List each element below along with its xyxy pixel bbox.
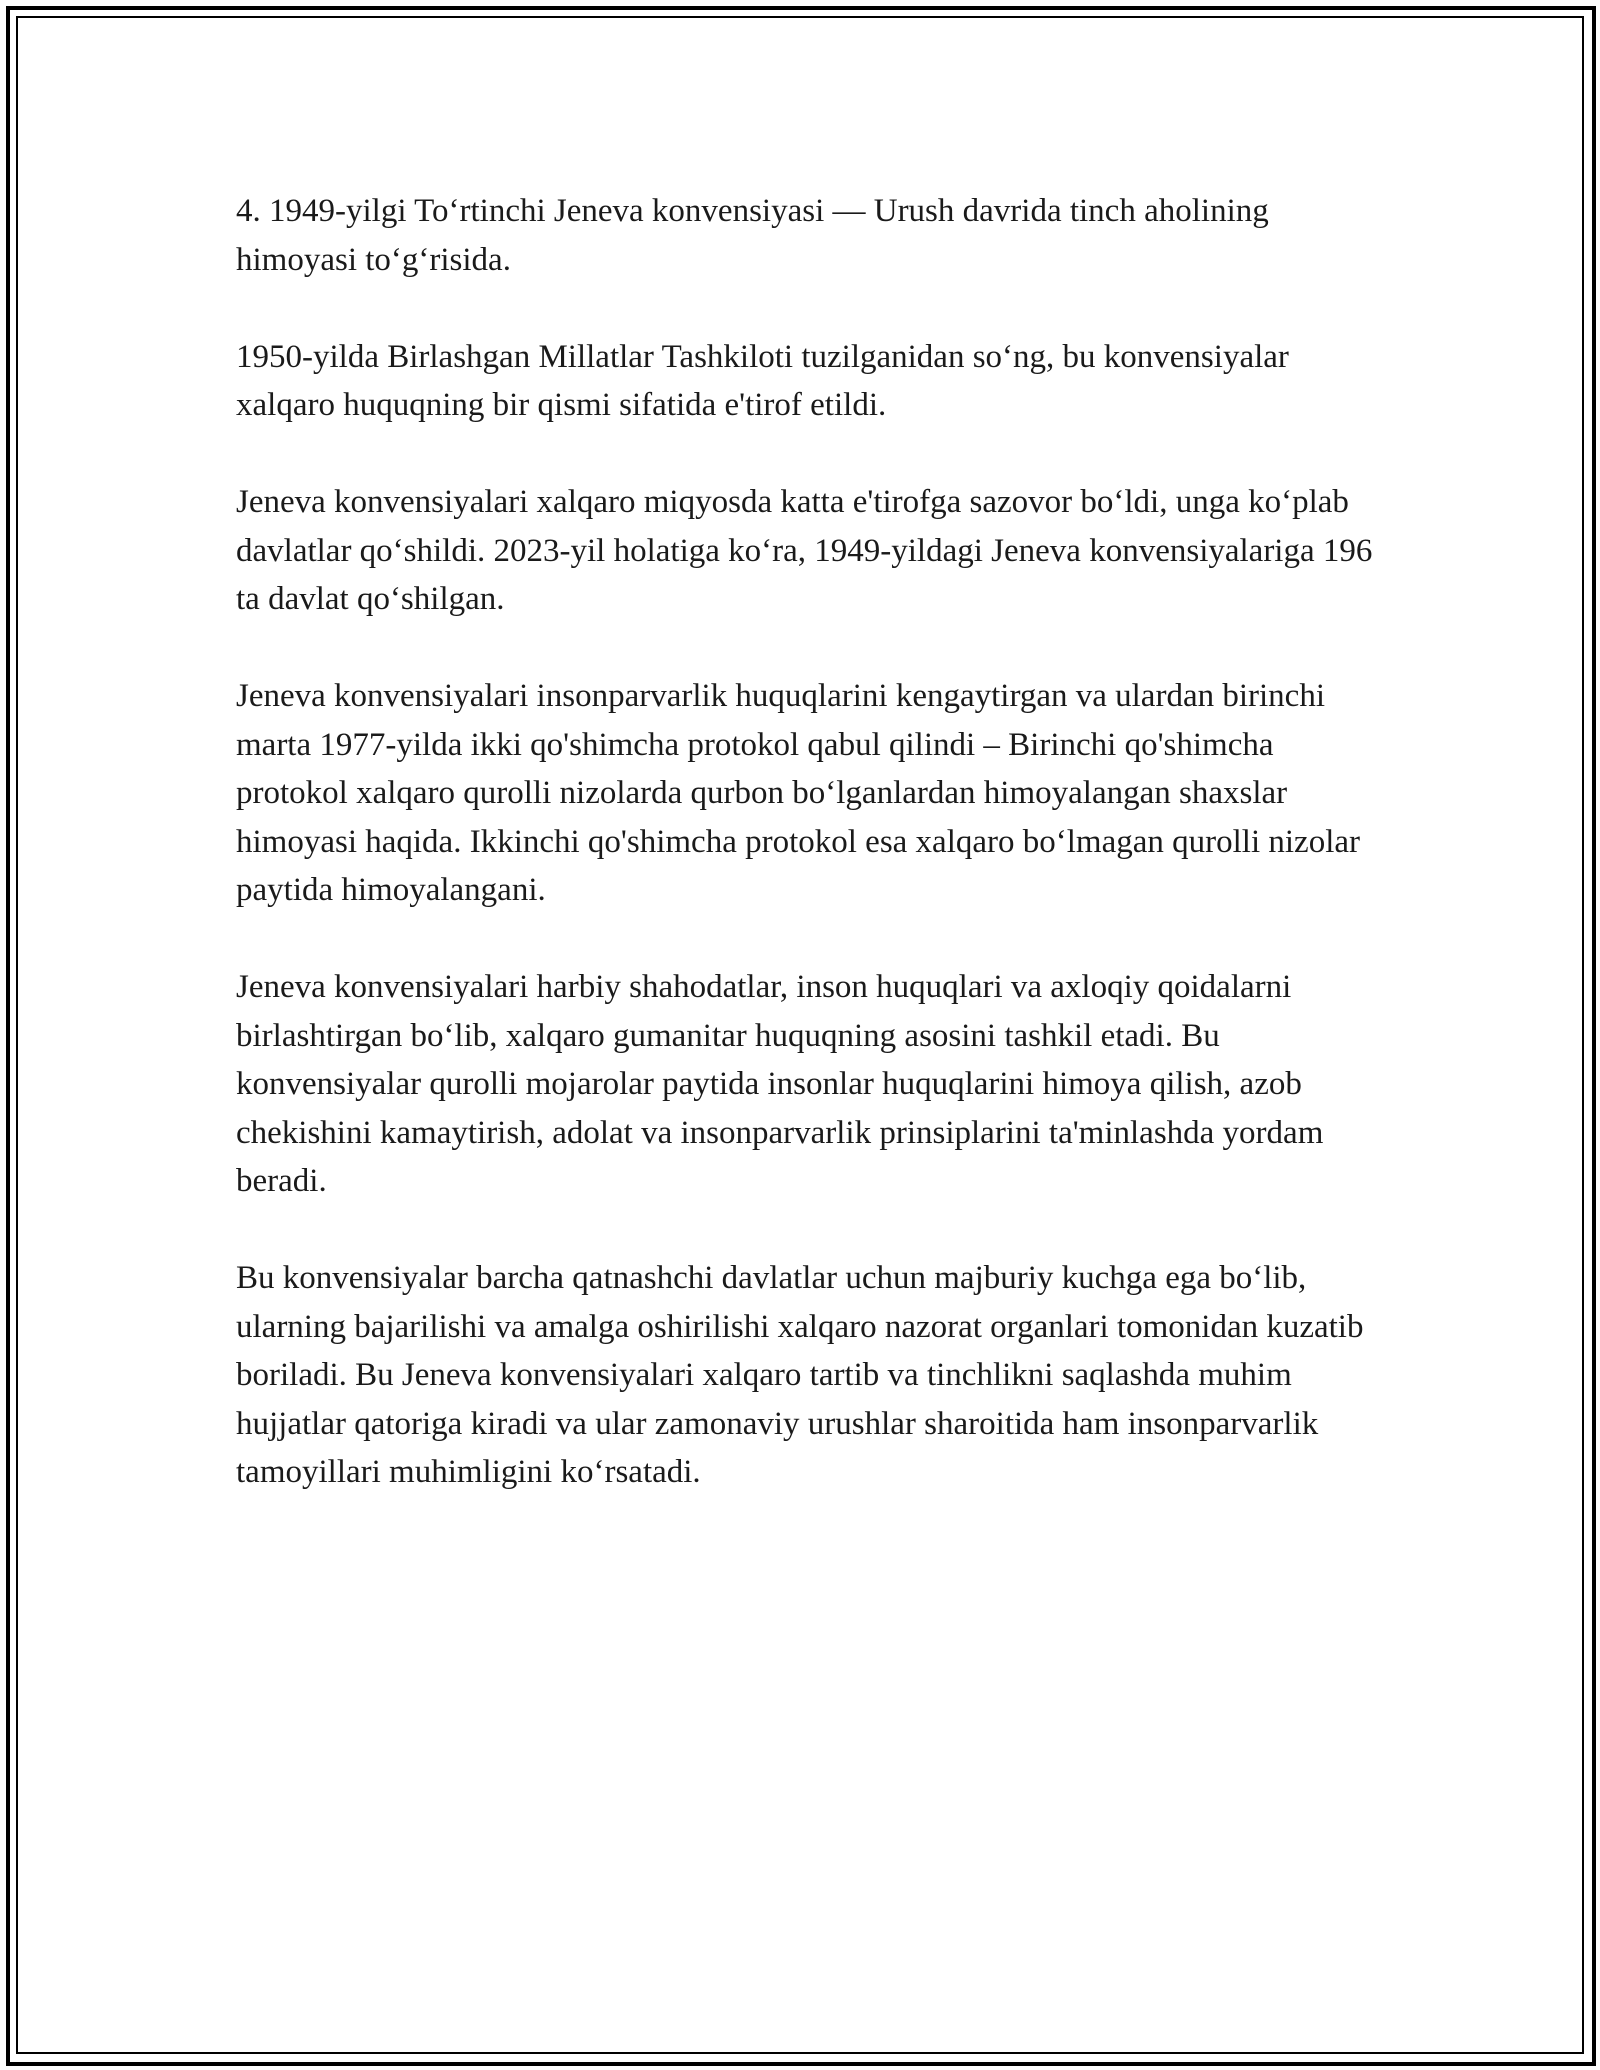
paragraph-un-recognition: 1950-yilda Birlashgan Millatlar Tashkiloti tuzilganidan so‘ng, bu konvensiyalar xalqaro huquqning bir qismi sifatida e'tirof etildi.: [236, 338, 1289, 423]
paragraph-additional-protocols: Jeneva konvensiyalari insonparvarlik huquqlarini kengaytirgan va ulardan birinchi marta 1977-yilda ikki qo'shimcha protokol qabul qilindi – Birinchi qo'shimcha protokol xalqaro qurolli nizolarda qurbon bo‘lganlardan himoyalangan shaxslar himoyasi haqida. Ikkinchi qo'shimcha protokol esa xalqaro bo‘lmagan qurolli nizolar paytida himoyalangani.: [236, 678, 1360, 908]
document-body: [236, 187, 1376, 1545]
paragraph-binding-force: Bu konvensiyalar barcha qatnashchi davlatlar uchun majburiy kuchga ega bo‘lib, ularning bajarilishi va amalga oshirilishi xalqaro nazorat organlari tomonidan kuzatib boriladi. Bu Jeneva konvensiyalari xalqaro tartib va tinchlikni saqlashda muhim hujjatlar qatoriga kiradi va ular zamonaviy urushlar sharoitida ham insonparvarlik tamoyillari muhimligini ko‘rsatadi.: [236, 1260, 1364, 1490]
paragraph-fourth-convention: 4. 1949-yilgi To‘rtinchi Jeneva konvensiyasi — Urush davrida tinch aholining himoyasi to‘g‘risida.: [236, 193, 1269, 278]
paragraph-international-recognition: Jeneva konvensiyalari xalqaro miqyosda katta e'tirofga sazovor bo‘ldi, unga ko‘plab davlatlar qo‘shildi. 2023-yil holatiga ko‘ra, 1949-yildagi Jeneva konvensiyalariga 196 ta davlat qo‘shilgan.: [236, 484, 1373, 617]
paragraph-humanitarian-law-basis: Jeneva konvensiyalari harbiy shahodatlar, inson huquqlari va axloqiy qoidalarni birlashtirgan bo‘lib, xalqaro gumanitar huquqning asosini tashkil etadi. Bu konvensiyalar qurolli mojarolar paytida insonlar huquqlarini himoya qilish, azob chekishini kamaytirish, adolat va insonparvarlik prinsiplarini ta'minlashda yordam beradi.: [236, 969, 1324, 1199]
